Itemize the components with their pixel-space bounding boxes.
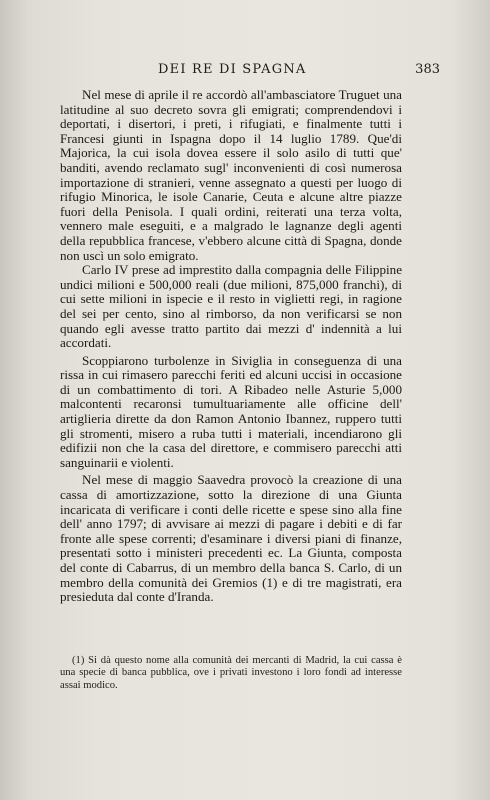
body-text [60, 88, 402, 605]
page-number: 383 [415, 62, 440, 77]
page-header [60, 62, 440, 82]
footnote-text: (1) Si dà questo nome alla comunità dei mercanti di Madrid, la cui cassa è una specie di banca pubblica, ove i privati investono i loro fondi ad interesse assai modico. [60, 655, 402, 691]
paragraph: Carlo IV prese ad imprestito dalla compagnia delle Filippine undici milioni e 500,000 reali (due milioni, 875,000 franchi), di cui sette milioni in ispecie e il resto in viglietti regi, in ragione del sei per cento, sino al rimborso, da non verificarsi se non quando egli avesse tratto partito dai mezzi d' indennità a lui accordati. [60, 262, 402, 351]
paragraph: Nel mese di aprile il re accordò all'ambasciatore Truguet una latitudine al suo decreto sovra gli emigrati; comprendendovi i deportati, i disertori, i preti, i rifugiati, e finalmente tutti i Francesi giunti in Ispagna dopo il 14 luglio 1789. Que'di Majorica, la cui isola dovea essere il solo asilo di tutti que' banditi, avendo reclamato sugl' inconvenienti di così numerosa importazione di stranieri, venne assegnato a questi per luogo di rifugio Minorica, le isole Canarie, Ceuta e alcune altre piazze fuori della Penisola. I quali ordini, reiterati una terza volta, vennero male eseguiti, e a malgrado le lagnanze degli agenti della repubblica francese, v'ebbero alcune città di Spagna, donde non uscì un solo emigrato. [60, 87, 402, 263]
paragraph: Scoppiarono turbolenze in Siviglia in conseguenza di una rissa in cui rimasero parecchi feriti ed alcuni uccisi in occasione di un combattimento di tori. A Ribadeo nelle Asturie 5,000 malcontenti recaronsi tumultuariamente alle officine dell' artiglieria dirette da don Ramon Antonio Ibannez, ruppero tutti gli stromenti, misero a ruba tutti i materiali, incendiarono gli edifizii non che la casa del direttore, e commisero parecchi atti sanguinarii e violenti. [60, 352, 402, 470]
running-head: DEI RE DI SPAGNA [158, 62, 307, 77]
footnote [60, 655, 402, 692]
paragraph: Nel mese di maggio Saavedra provocò la creazione di una cassa di amortizzazione, sotto la direzione di una Giunta incaricata di verificare i conti delle ricette e spese sino alla fine dell' anno 1797; di avvisare ai mezzi di pagare i debiti e di far fronte alle spese correnti; d'esaminare i diversi piani di finanze, presentati sotto i ministeri precedenti ec. La Giunta, composta del conte di Cabarrus, di un membro della banca S. Carlo, di un membro della comunità dei Gremios (1) e di tre magistrati, era presieduta dal conte d'Iranda. [60, 472, 402, 605]
